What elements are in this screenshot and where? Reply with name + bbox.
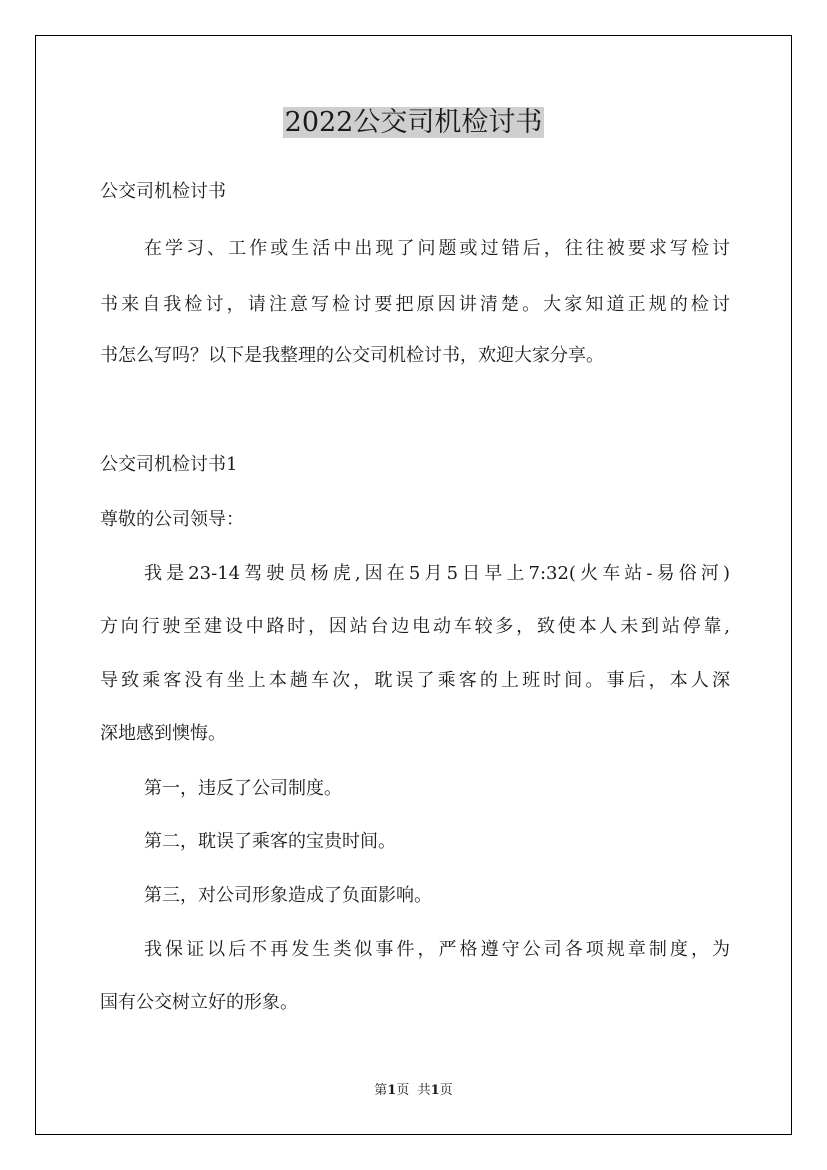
intro-paragraph-line-2: 书来自我检讨，请注意写检讨要把原因讲清楚。大家知道正规的检讨 (100, 294, 730, 315)
body-paragraph-line-4: 深地感到懊悔。 (100, 723, 226, 744)
body-paragraph-line-2: 方向行驶至建设中路时，因站台边电动车较多，致使本人未到站停靠, (100, 616, 730, 637)
closing-paragraph-line-2: 国有公交树立好的形象。 (100, 992, 298, 1013)
page-suffix: 页 (396, 1083, 410, 1098)
page-footer (0, 1082, 827, 1100)
intro-paragraph-line-1: 在学习、工作或生活中出现了问题或过错后，往往被要求写检讨 (144, 238, 730, 259)
closing-paragraph-line-1: 我保证以后不再发生类似事件，严格遵守公司各项规章制度，为 (144, 939, 730, 960)
intro-paragraph-line-3: 书怎么写吗？以下是我整理的公交司机检讨书，欢迎大家分享。 (100, 345, 604, 366)
page-number: 1 (387, 1083, 397, 1098)
page-prefix: 第 (374, 1083, 388, 1098)
point-three: 第三，对公司形象造成了负面影响。 (144, 885, 432, 906)
body-paragraph-line-3: 导致乘客没有坐上本趟车次，耽误了乘客的上班时间。事后，本人深 (100, 670, 730, 691)
total-prefix: 共 (417, 1083, 431, 1098)
document-title (0, 103, 827, 143)
salutation: 尊敬的公司领导： (100, 509, 244, 530)
point-two: 第二，耽误了乘客的宝贵时间。 (144, 831, 396, 852)
total-suffix: 页 (439, 1083, 453, 1098)
section-heading: 公交司机检讨书 (100, 181, 226, 202)
body-paragraph-line-1: 我是23-14驾驶员杨虎,因在5月5日早上7:32(火车站-易俗河) (144, 563, 730, 584)
document-title-text: 2022公交司机检讨书 (284, 107, 543, 138)
point-one: 第一，违反了公司制度。 (144, 778, 342, 799)
letter-heading: 公交司机检讨书1 (100, 454, 238, 475)
total-pages: 1 (430, 1083, 440, 1098)
